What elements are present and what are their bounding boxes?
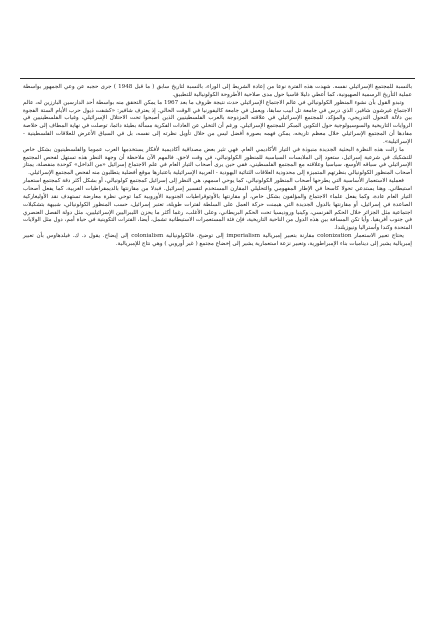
paragraph: يحتاج تعبير الاستعمار colonization مقارنة بتعبير إمبريالية imperialism إلى توضيح. فالكولونيالية colonialism إلى إيضاح. يقول د. ك. فيلدهاوس بأن تعبير إمبريالية يشير إلى ديناميات بناء الإمبراطورية، وتعبير نزعة استعمارية يشير إلى إخضاع مجتمع ( غير أوروبي ) وهي نتاج للإمبريالية. — [23, 233, 412, 247]
paragraph: بالنسبة للمجتمع الإسرائيلي نفسه. شهدت هذه الفترة نوعا من إعادة الشريط إلى الوراء، بالنسبة لتاريخ سابق ( ما قبل 1948 ) جرى حجبه عن وعي الجمهور بواسطة عملية التأريخ الرسمية الصهيونية، كما أعطي دليلا قاسيا حول مدى صلاحية الأطروحة الكولونيالية للتطبيق. — [23, 84, 413, 98]
header-rule — [20, 78, 415, 79]
paragraph: فعملية الاستعمار الأساسية التي يطرحها أصحاب المنظور الكولونيالي، كما يوحي اسمهم، هي النظر إلى إسرائيل كمجتمع كولونيالي، أو بشكل أكثر دقة كمجتمع استعمار استيطاني. وهنا يستدعي تحولا كاسحا في الإطار المفهومي والتحليلي المقارن المستخدم لتفسير إسرائيل. فبدلا من مقارنتها بالديمقراطيات الغربية، كما يفعل أصحاب التيار العام عادة، وكما يفعل علماء الاجتماع والمؤلفون بشكل خاص، أو مقارنتها بالأوتوقراطيات الجنوبية الأوروبية كما توحي نظرة معارضة تستهدف نقد الأوليغاركية الصاعدة في إسرائيل، أو مقارنتها بالدول الجديدة التي هيمنت حركة العمل على السلطة لفترات طويلة، تعتبر إسرائيل، حسب المنظور الكولونيالي، شبيهة بتشكيلات اجتماعية مثل الجزائر خلال الحكم الفرنسي، وكينيا وروديسيا تحت الحكم البريطاني، وعلى الأغلب، رغما أكثر ما يحزن الليبراليين الإسرائيليين، مثل دولة الفصل العنصري في جنوب أفريقيا. وأيا تكن المسافة بين هذه الدول من الناحية التاريخية، فإن فئة المستعمرات الاستيطانية تشمل، أيضا، الفترات التكوينية في حياة أمم، دول مثل الولايات المتحدة وكندا وأستراليا ونيوزيلندا. — [23, 178, 412, 232]
paragraph: وتبدو القول بأن نشوء المنظور الكولونيالي في عالم الاجتماع الإسرائيلي حدث نتيجة ظروف ما بعد 1967 ما يمكن التحقق منه بواسطة أحد الدارسين البارزين له، عالم الاجتماع غيرشون شافير، الذي درس في جامعة تل أبيب سابقا، ويعمل في جامعة كاليفورنيا في الوقت الحالي. إذ يعترف شافير: «كشفت ذيول حرب الأيام الستة الفجوة بين دلالة التحول التدريجي، والمؤكد، للمجتمع الإسرائيلي في علاقته المزدوجة بالعرب الفلسطينيين الذين أصبحوا تحت الاحتلال الإسرائيلي، وغياب الفلسطينيين في الروايات التاريخية والسوسيولوجية حول التكوين المبكر للمجتمع الإسرائيلي. ورغم أن التخلي عن العادات الفكرية مسألة بطيئة دائما، توصلت في نهاية المطاف إلى خلاصة مفادها أن المجتمع الإسرائيلي خلال معظم تاريخه، يمكن فهمه بصورة أفضل ليس من خلال تأويل نظرته إلى نفسه، بل في السياق الأعرض للعلاقات الفلسطينية - الإسرائيلية». — [23, 99, 412, 145]
paragraph: ما زالت هذه النظرة البحثية الجديدة منبوذة في التيار الأكاديمي العام. فهي تثير بعض مصداقية أكاديمية لأفكار يستخدمها العرب عموما والفلسطينيون بشكل خاص للتشكيك في شرعية إسرائيل، ستعود إلى الملابسات السياسية للمنظور الكولونيالي، في وقت لاحق. فالمهم الآن ملاحظة أن وجهة النظر هذه تستهل لفحص المجتمع الإسرائيلي في سياقه الأوسع، سياسيا وعلاقته مع المجتمع الفلسطيني، ففي حين يرى أصحاب التيار العام في علم الاجتماع إسرائيل «من الداخل» كوحدة منفصلة، يمتاز أصحاب المنظور الكولونيالي بنظرتهم المتميزة إلى محدودية العلاقات الثنائية اليهودية - العربية الإسرائيلية باعتبارها موقع أفضلية يتطلبون منه لفحص المجتمع الإسرائيلي. — [23, 146, 412, 177]
body-text — [23, 84, 412, 249]
